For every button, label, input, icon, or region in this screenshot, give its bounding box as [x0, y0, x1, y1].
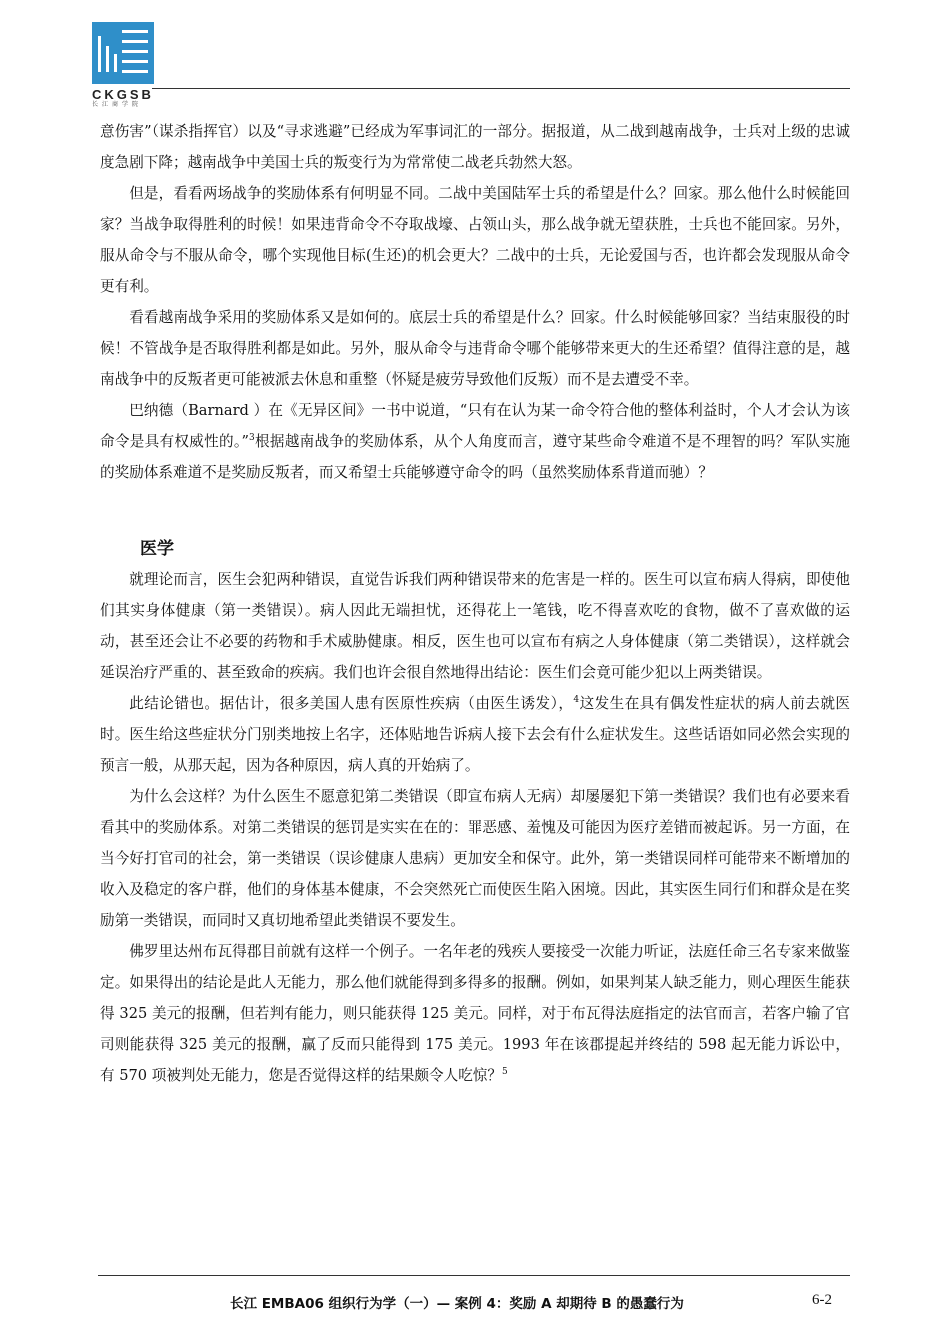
paragraph-text: 此结论错也。据估计，很多美国人患有医原性疾病（由医生诱发）， [129, 695, 574, 712]
header-rule [152, 88, 850, 89]
document-body [100, 116, 850, 1091]
paragraph-text: 这发生在具有偶发性症状的病人前去就医时。医生给这些症状分门别类地按上名字，还体贴地告诉病人接下去会有什么症状发生。这些话语如同必然会实现的预言一般，从那天起，因为各种原因，病人真的开始病了。 [100, 695, 850, 774]
ckgsb-logo [92, 22, 162, 109]
paragraph-text: 佛罗里达州布瓦得郡目前就有这样一个例子。一名年老的残疾人要接受一次能力听证，法庭任命三名专家来做鉴定。如果得出的结论是此人无能力，那么他们就能得到多得多的报酬。例如，如果判某人缺乏能力，则心理医生能获得 325 美元的报酬，但若判有能力，则只能获得 125 美元。同样，对于布瓦得法庭指定的法官而言，若客户输了官司则能获得 325 美元的报酬，赢了反而只能得到 175 美元。1993 年在该郡提起并终结的 598 起无能力诉讼中，有 570 项被判处无能力，您是否觉得这样的结果颇令人吃惊？ [100, 943, 850, 1084]
page-number: 6-2 [812, 1292, 832, 1308]
footer-rule [98, 1275, 850, 1276]
paragraph: 就理论而言，医生会犯两种错误，直觉告诉我们两种错误带来的危害是一样的。医生可以宣布病人得病，即使他们其实身体健康（第一类错误）。病人因此无端担忧，还得花上一笔钱，吃不得喜欢吃的食物，做不了喜欢做的运动，甚至还会让不必要的药物和手术威胁健康。相反，医生也可以宣布有病之人身体健康（第二类错误），这样就会延误治疗严重的、甚至致命的疾病。我们也许会很自然地得出结论：医生们会竟可能少犯以上两类错误。 [100, 571, 850, 681]
ckgsb-logo-icon [92, 22, 154, 84]
logo-text: CKGSB [92, 87, 154, 102]
footnote-ref: 4 [573, 695, 580, 706]
footnote-ref: 3 [248, 433, 255, 444]
paragraph: 意伤害”（谋杀指挥官）以及“寻求逃避”已经成为军事词汇的一部分。据报道，从二战到越南战争，士兵对上级的忠诚度急剧下降；越南战争中美国士兵的叛变行为为常常使二战老兵勃然大怒。 [100, 123, 850, 171]
paragraph: 为什么会这样？为什么医生不愿意犯第二类错误（即宣布病人无病）却屡屡犯下第一类错误？我们也有必要来看看其中的奖励体系。对第二类错误的惩罚是实实在在的：罪恶感、羞愧及可能因为医疗差错而被起诉。另一方面，在当今好打官司的社会，第一类错误（误诊健康人患病）更加安全和保守。此外，第一类错误同样可能带来不断增加的收入及稳定的客户群，他们的身体基本健康，不会突然死亡而使医生陷入困境。因此，其实医生同行们和群众是在奖励第一类错误，而同时又真切地希望此类错误不要发生。 [100, 788, 850, 929]
paragraph: 看看越南战争采用的奖励体系又是如何的。底层士兵的希望是什么？回家。什么时候能够回家？当结束服役的时候！不管战争是否取得胜利都是如此。另外，服从命令与违背命令哪个能够带来更大的生还希望？值得注意的是，越南战争中的反叛者更可能被派去休息和重整（怀疑是疲劳导致他们反叛）而不是去遭受不幸。 [100, 309, 850, 388]
paragraph: 但是，看看两场战争的奖励体系有何明显不同。二战中美国陆军士兵的希望是什么？回家。那么他什么时候能回家？当战争取得胜利的时候！如果违背命令不夺取战壕、占领山头，那么战争就无望获胜，士兵也不能回家。另外，服从命令与不服从命令，哪个实现他目标(生还)的机会更大？二战中的士兵，无论爱国与否，也许都会发现服从命令更有利。 [100, 185, 850, 295]
paragraph-barnard [100, 395, 850, 488]
logo-subtext: 长江商学院 [92, 102, 143, 108]
footer-title: 长江 EMBA06 组织行为学（一）— 案例 4：奖励 A 却期待 B 的愚蠢行为 [230, 1296, 684, 1312]
paragraph-text: 巴纳德（Barnard ）在《无异区间》一书中说道，“只有在认为某一命令符合他的整体利益时，个人才会认为该命令是具有权威性的。” [100, 402, 850, 450]
paragraph [100, 936, 850, 1091]
paragraph [100, 688, 850, 781]
section-title: 医学 [140, 539, 174, 559]
paragraph-text: 根据越南战争的奖励体系，从个人角度而言，遵守某些命令难道不是不理智的吗？军队实施的奖励体系难道不是奖励反叛者，而又希望士兵能够遵守命令的吗（虽然奖励体系背道而驰）？ [100, 433, 850, 481]
footnote-ref: 5 [501, 1067, 508, 1078]
